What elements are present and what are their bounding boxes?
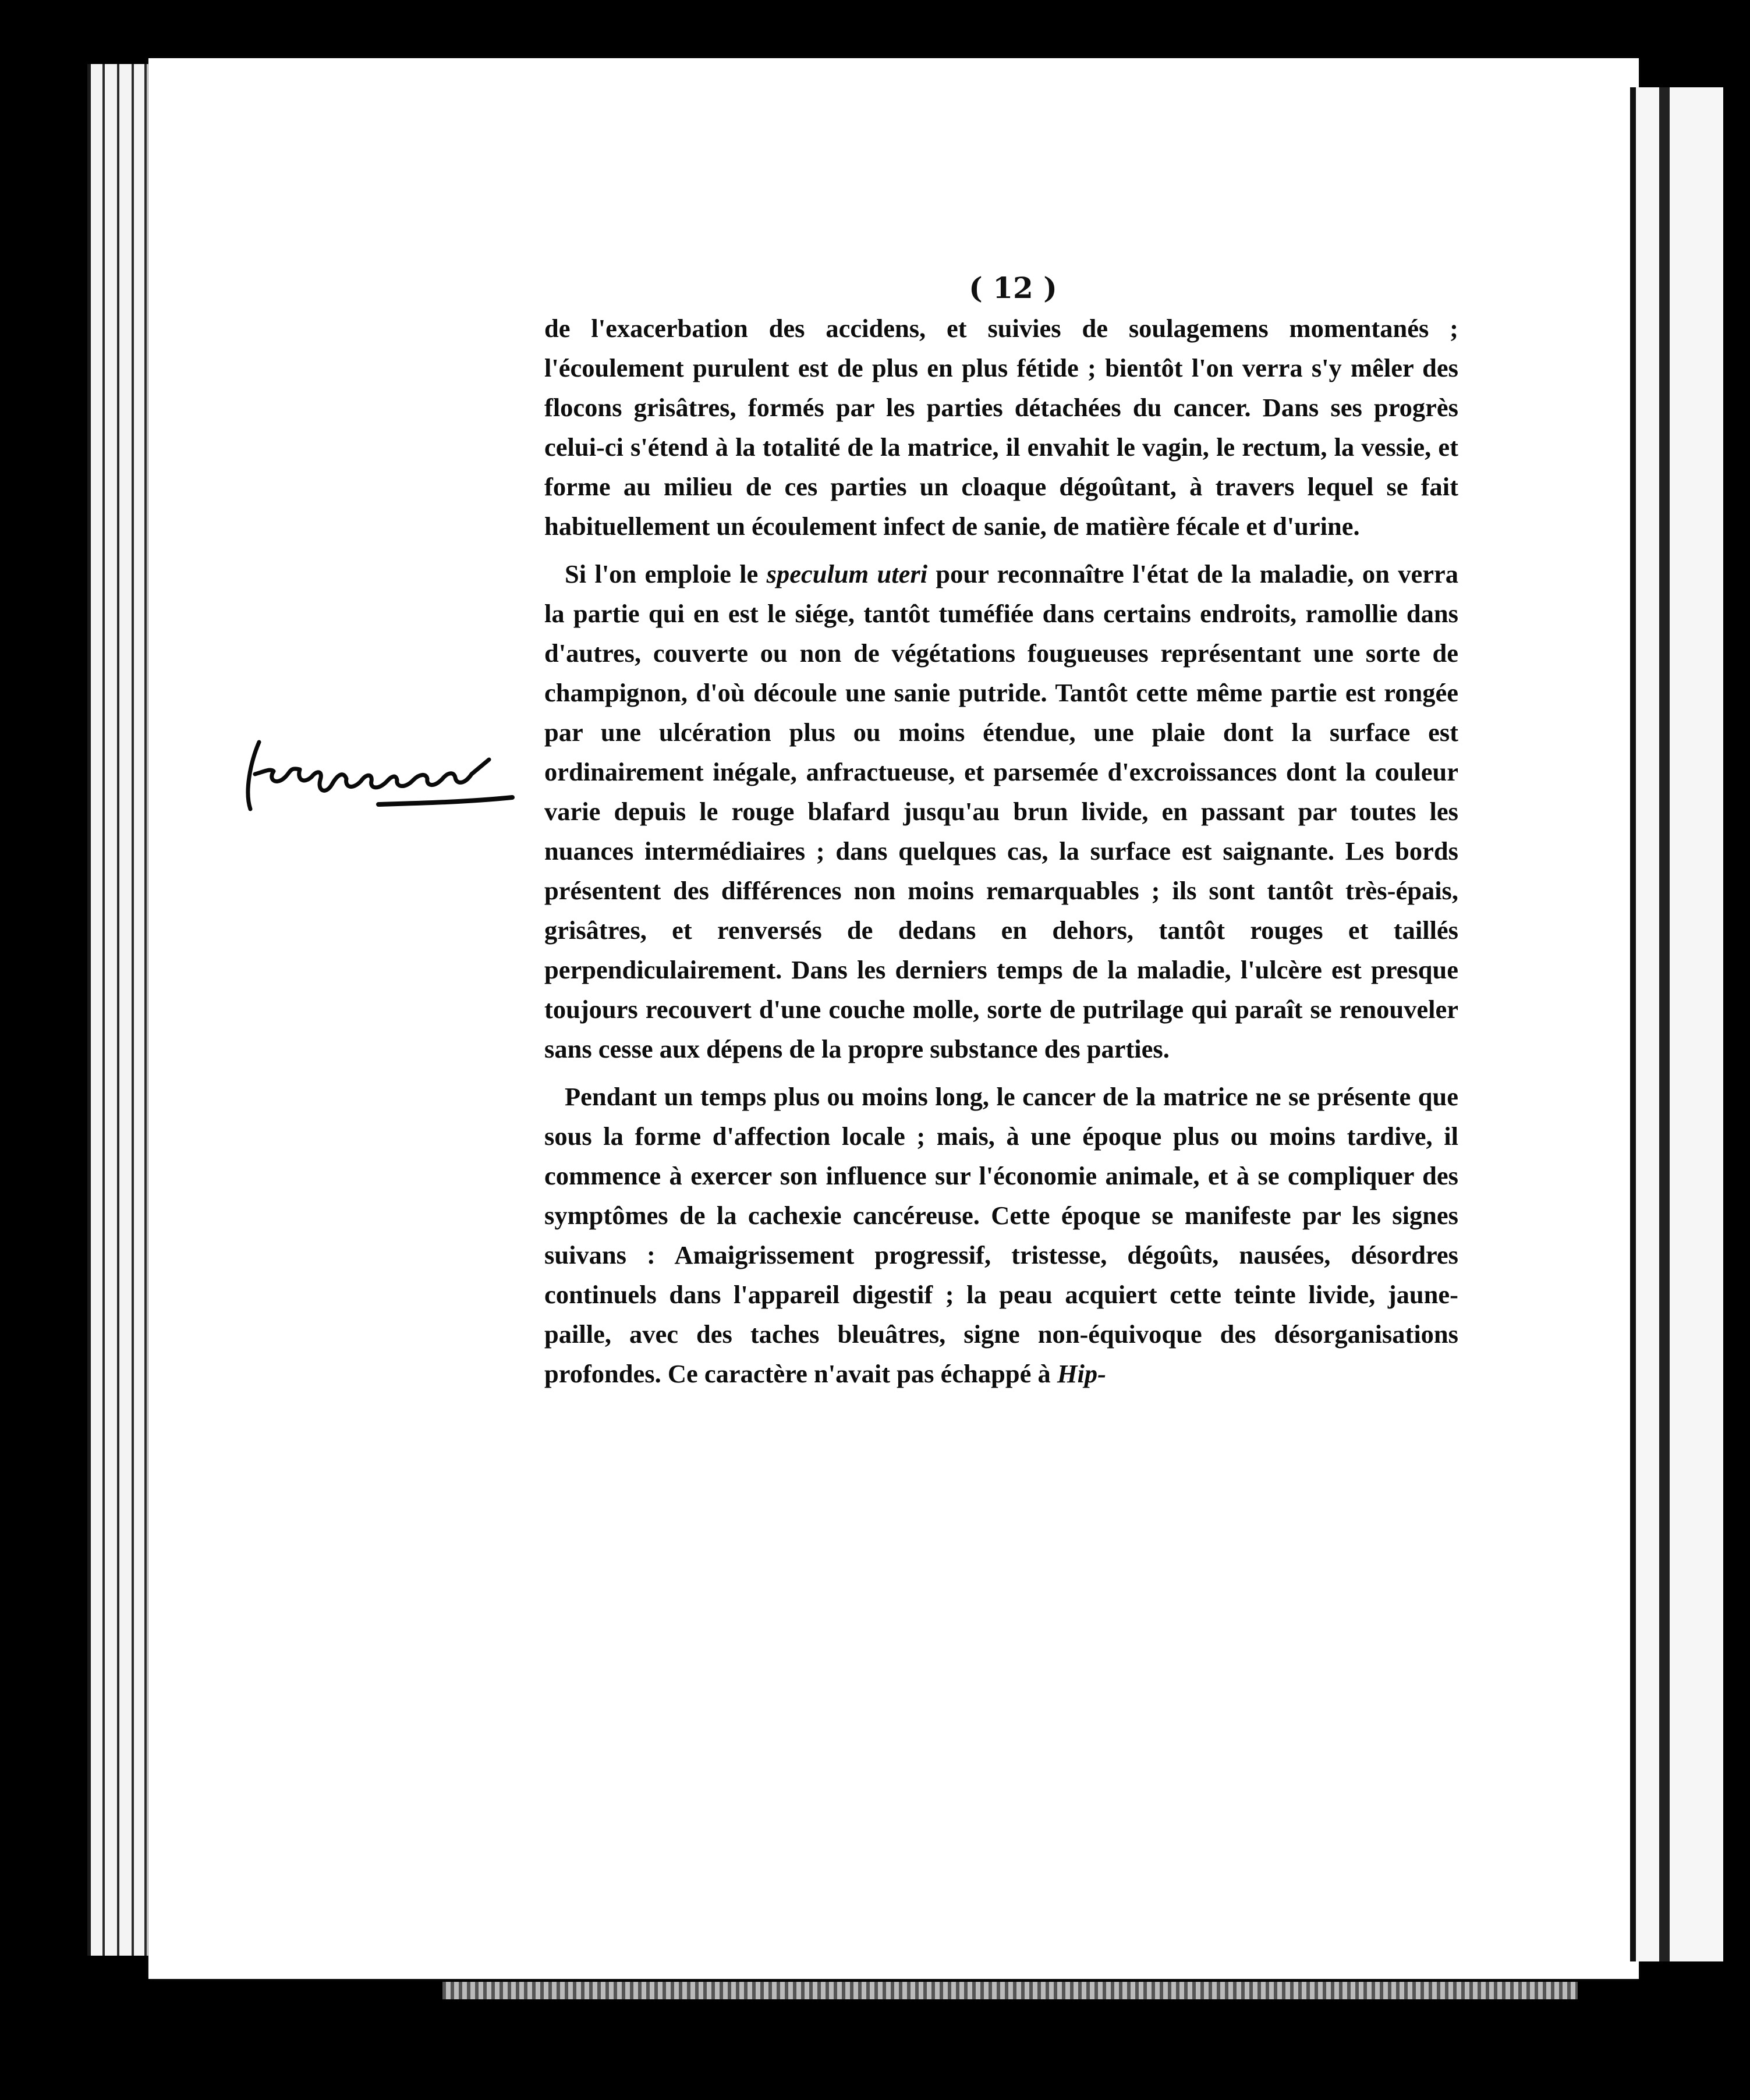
edge-line: [132, 64, 134, 1956]
paragraph-text: de l'exacerbation des accidens, et suivies de soulagemens momentanés ; l'écoulement purulent est de plus en plus fétide ; bientôt l'on verra s'y mêler des flocons grisâtres, formés par les parties détachées du cancer. Dans ses progrès celui-ci s'étend à la totalité de la matrice, il envahit le vagin, le rectum, la vessie, et forme au milieu de ces parties un cloaque dégoûtant, à travers lequel se fait habituellement un écoulement infect de sanie, de matière fécale et d'urine.: [544, 314, 1458, 541]
bottom-page-edges: [442, 1982, 1578, 1999]
edge-line: [144, 64, 147, 1956]
facing-page-edge: [1630, 87, 1723, 1961]
paragraph: [544, 1077, 1458, 1393]
italic-text: Hip-: [1057, 1359, 1106, 1388]
edge-line: [117, 64, 119, 1956]
facing-page-gutter: [1659, 87, 1670, 1961]
edge-line: [102, 64, 105, 1956]
page-number: ( 12 ): [969, 271, 1057, 305]
body-text: [544, 308, 1458, 1402]
paragraph-text: Si l'on emploie le: [565, 559, 767, 588]
paragraph: [544, 554, 1458, 1069]
paragraph: [544, 308, 1458, 546]
paragraph-text: Pendant un temps plus ou moins long, le cancer de la matrice ne se présente que sous la forme d'affection locale ; mais, à une époque plus ou moins tardive, il commence à exercer son influence sur l'économie animale, et à se compliquer des symptômes de la cachexie cancéreuse. Cette époque se manifeste par les signes suivans : Amaigrissement progressif, tristesse, dégoûts, nausées, désordres continuels dans l'appareil digestif ; la peau acquiert cette teinte livide, jaune-paille, avec des taches bleuâtres, signe non-équivoque des désorganisations profondes. Ce caractère n'avait pas échappé à: [544, 1082, 1458, 1388]
paragraph-text: pour reconnaître l'état de la maladie, on verra la partie qui en est le siége, tantôt tuméfiée dans certains endroits, ramollie dans d'autres, couverte ou non de végétations fougueuses représentant une sorte de champignon, d'où découle une sanie putride. Tantôt cette même partie est rongée par une ulcération plus ou moins étendue, une plaie dont la surface est ordinairement inégale, anfractueuse, et parsemée d'excroissances dont la couleur varie depuis le rouge blafard jusqu'au brun livide, en passant par toutes les nuances intermédiaires ; dans quelques cas, la surface est saignante. Les bords présentent des différences non moins remarquables ; ils sont tantôt très-épais, grisâtres, et renversés de dedans en dehors, tantôt rouges et taillés perpendiculairement. Dans les derniers temps de la maladie, l'ulcère est presque toujours recouvert d'une couche molle, sorte de putrilage qui paraît se renouveler sans cesse aux dépens de la propre substance des parties.: [544, 559, 1458, 1063]
italic-text: speculum uteri: [766, 559, 928, 588]
handwritten-margin-note: [245, 716, 536, 832]
